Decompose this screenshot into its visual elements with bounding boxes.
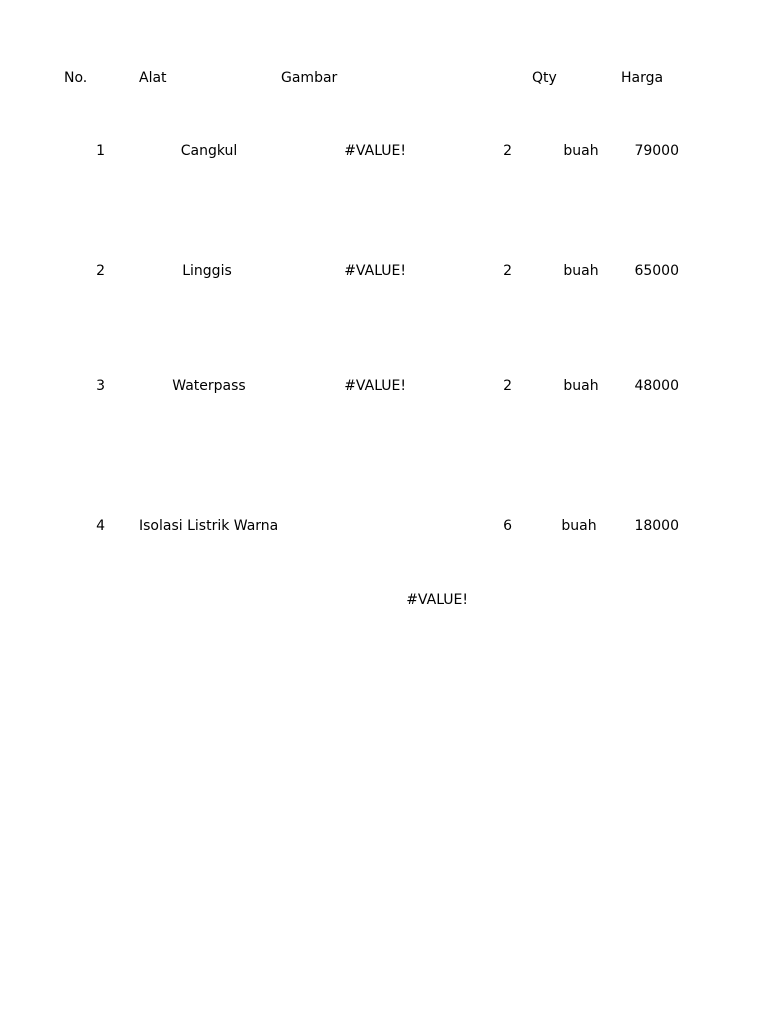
row-gambar: #VALUE! [344,143,406,159]
row-unit: buah [563,263,599,279]
row-unit: buah [563,143,599,159]
row-no: 1 [96,143,105,159]
row-gambar: #VALUE! [344,263,406,279]
row-no: 2 [96,263,105,279]
row-qty: 2 [503,143,512,159]
row-qty: 2 [503,263,512,279]
row-harga: 79000 [634,143,679,159]
row-alat: Waterpass [172,378,246,394]
row-no: 4 [96,518,105,534]
row-harga: 48000 [634,378,679,394]
header-no: No. [64,70,88,86]
row-alat: Cangkul [180,143,238,159]
row-gambar: #VALUE! [344,378,406,394]
header-gambar: Gambar [281,70,338,86]
row-alat: Linggis [182,263,232,279]
header-alat: Alat [139,70,167,86]
row-alat: Isolasi Listrik Warna [139,518,279,534]
row-qty: 2 [503,378,512,394]
row-unit: buah [561,518,597,534]
row-qty: 6 [503,518,512,534]
row-gambar: #VALUE! [406,592,468,608]
header-harga: Harga [621,70,664,86]
row-no: 3 [96,378,105,394]
row-harga: 18000 [634,518,679,534]
header-qty: Qty [532,70,557,86]
row-harga: 65000 [634,263,679,279]
row-unit: buah [563,378,599,394]
